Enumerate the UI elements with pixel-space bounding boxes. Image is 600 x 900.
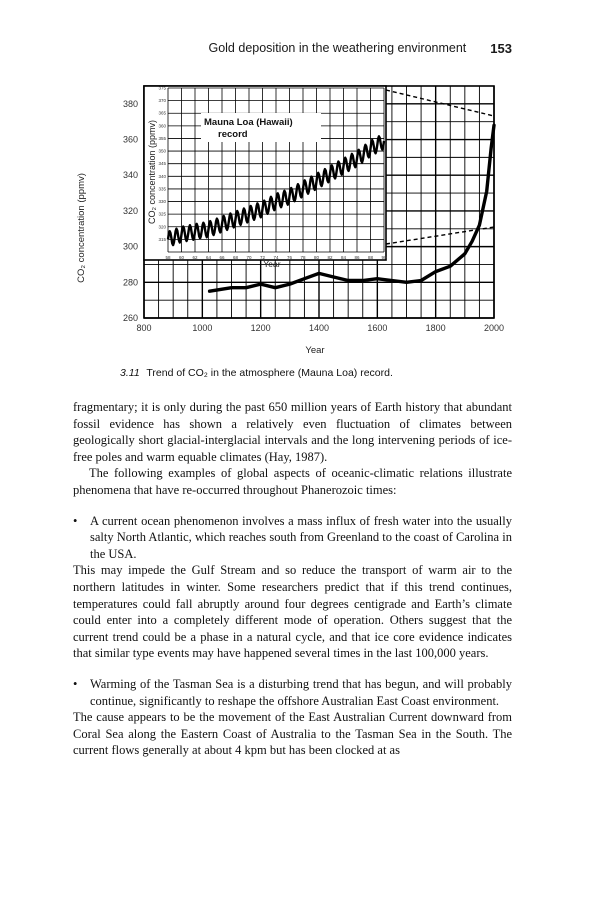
bullet-item: • A current ocean phenomenon involves a mass influx of fresh water into the usually salty North Atlantic, which reaches south from Greenland to the coast of Carolina in the USA.	[73, 513, 512, 563]
figure-number: 3.11	[120, 367, 140, 379]
paragraph: The cause appears to be the movement of the East Australian Current downward from Coral Sea along the Eastern Coast of Australia to the Tasman Sea in the South. The current flows generally at about 4 kpm but has been clocked at as	[73, 710, 512, 758]
inset-x-tick-label: 84	[340, 255, 347, 260]
inset-x-tick-label: 72	[259, 255, 266, 260]
inset-y-tick-label: 350	[158, 148, 166, 154]
running-head	[90, 41, 512, 56]
inset-x-tick-label: 62	[192, 255, 198, 260]
y-tick-label: 360	[122, 134, 138, 145]
inset-x-tick-label: 60	[178, 255, 185, 260]
x-tick-label: 800	[136, 323, 152, 333]
x-tick-label: 1800	[425, 323, 446, 333]
inset-x-tick-label: 80	[313, 255, 320, 260]
bullet-item: • Warming of the Tasman Sea is a disturbing trend that has begun, and will probably continue, significantly to reshape the offshore Australian East Coast environment.	[73, 676, 512, 709]
inset-y-tick-label: 355	[158, 135, 166, 141]
inset-y-tick-label: 375	[158, 85, 166, 91]
paragraph: The following examples of global aspects of oceanic-climatic relations illustrate phenomena that have re-occurred throughout Phanerozoic times:	[73, 466, 512, 497]
figure-caption	[120, 367, 540, 379]
inset-x-tick-label: 66	[219, 255, 225, 260]
inset-y-tick-label: 365	[158, 110, 166, 116]
inset-x-tick-label: 76	[286, 255, 293, 260]
inset-y-tick-label: 320	[158, 224, 166, 230]
x-tick-label: 1000	[192, 323, 213, 333]
inset-title: Mauna Loa (Hawaii)	[204, 117, 293, 128]
inset-x-tick-label: 82	[327, 255, 333, 260]
inset-frame	[144, 86, 386, 260]
inset-y-tick-label: 315	[158, 236, 166, 242]
inset-x-tick-label: 78	[300, 255, 306, 260]
page-number: 153	[490, 41, 512, 56]
paragraph: This may impede the Gulf Stream and so reduce the transport of warm air to the northern latitudes in winter. Some researchers predict that if this trend continues, temperatures could fall abruptly around four degrees centigrade and Earth’s climate could enter into a completely different mode of operation. Others suggest that the current trend could be a phase in a natural cycle, and that ice core evidence indicates that similar type events may have happened several times in the last 100,000 years.	[73, 563, 512, 661]
y-tick-label: 320	[122, 205, 138, 216]
inset-x-tick-label: 70	[246, 255, 252, 260]
inset-x-tick-label: 88	[367, 255, 374, 260]
inset-x-tick-label: 74	[273, 255, 279, 260]
y-tick-label: 380	[122, 98, 138, 109]
inset-y-tick-label: 345	[158, 161, 166, 167]
inset-y-tick-label: 340	[158, 173, 166, 179]
outer-x-axis-label: Year	[305, 345, 325, 356]
running-title: Gold deposition in the weathering environment	[208, 41, 467, 55]
connector-lower	[386, 227, 494, 244]
inset-x-tick-label: 68	[232, 255, 239, 260]
inset-y-tick-label: 335	[158, 186, 166, 192]
figure-caption-text: Trend of CO₂ in the atmosphere (Mauna Loa) record.	[146, 367, 393, 379]
x-tick-label: 1200	[250, 323, 271, 333]
inset-x-tick-label: 86	[354, 255, 360, 260]
body-text	[73, 399, 512, 759]
y-tick-label: 300	[122, 241, 138, 252]
x-tick-label: 1600	[367, 323, 388, 333]
inset-x-tick-label: 64	[205, 255, 212, 260]
inset-x-tick-label: 90	[381, 255, 387, 260]
x-tick-label: 1400	[308, 323, 330, 333]
inset-y-tick-label: 360	[158, 123, 166, 129]
paragraph: fragmentary; it is only during the past 650 million years of Earth history that abundant fossil evidence has shown a relatively even fluctuation of climates between geologically short glacial-interglacial intervals and the long intervening periods of ice-free poles and warm equable climates (Hay, 1987).	[73, 400, 512, 464]
inset-x-tick-label: 58	[165, 255, 171, 260]
connector-upper	[386, 90, 494, 116]
y-tick-label: 340	[122, 170, 138, 181]
inset-title-2: record	[218, 129, 248, 140]
y-tick-label: 280	[122, 277, 138, 288]
inset-y-axis-label: CO₂ concentration (ppmv)	[147, 119, 157, 225]
x-tick-label: 2000	[483, 323, 505, 333]
inset-y-tick-label: 370	[158, 98, 166, 104]
outer-y-axis-label: CO₂ concentration (ppmv)	[76, 173, 87, 283]
co2-figure	[70, 76, 520, 361]
inset-y-tick-label: 330	[158, 199, 166, 205]
y-tick-label: 260	[122, 313, 138, 323]
mauna-loa-inset	[144, 86, 387, 270]
inset-x-axis-label: Year	[263, 259, 281, 269]
inset-y-tick-label: 325	[158, 211, 166, 217]
